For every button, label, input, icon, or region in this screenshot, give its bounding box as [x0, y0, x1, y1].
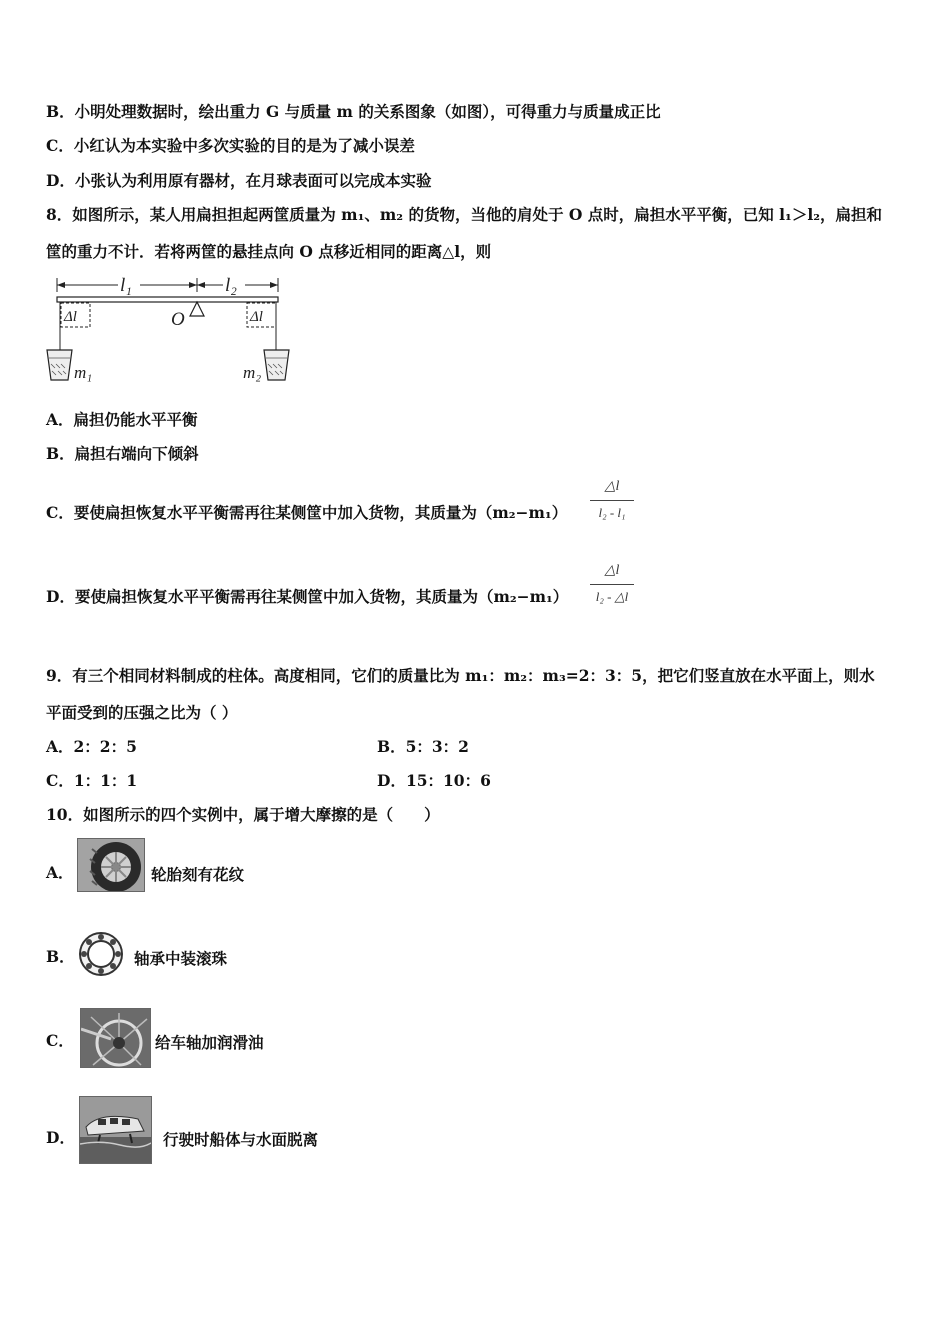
tire-image — [77, 838, 145, 892]
q10-option-c-text: 给车轴加润滑油 — [155, 1033, 264, 1052]
q7-option-d: D．小张认为利用原有器材，在月球表面可以完成本实验 — [46, 171, 432, 190]
q8-option-d: D．要使扁担恢复水平平衡需再往某侧筐中加入货物，其质量为（m₂−m₁） — [46, 587, 569, 606]
label-o: O — [171, 309, 185, 330]
q7-option-b: B．小明处理数据时，绘出重力 G 与质量 m 的关系图象（如图），可得重力与质量成正比 — [46, 102, 661, 121]
fraction-denominator: l₂ - △l — [595, 589, 629, 604]
fraction-numerator: △l — [604, 563, 620, 578]
q9-option-b: B．5：3：2 — [377, 737, 469, 756]
q9-option-a: A．2：2：5 — [46, 737, 137, 756]
q10-option-b-letter: B． — [46, 947, 75, 966]
q10-option-b-text: 轴承中装滚珠 — [134, 949, 228, 968]
q8-option-b: B．扁担右端向下倾斜 — [46, 444, 199, 463]
label-m1: m₁ — [74, 363, 93, 382]
q10-option-a-letter: A． — [46, 863, 74, 882]
q8-stem-line1: 8．如图所示，某人用扁担担起两筐质量为 m₁、m₂ 的货物，当他的肩处于 O 点时，扁担水平平衡，已知 l₁＞l₂，扁担和 — [46, 205, 883, 224]
q9-stem-line1: 9．有三个相同材料制成的柱体。高度相同，它们的质量比为 m₁：m₂：m₃=2：3：5，把它们竖直放在水平面上，则水 — [46, 666, 875, 685]
q8-stem-line2: 筐的重力不计．若将两筐的悬挂点向 O 点移近相同的距离△l，则 — [46, 242, 492, 261]
q10-option-a-text: 轮胎刻有花纹 — [151, 865, 245, 884]
label-l2: l₂ — [225, 275, 237, 296]
label-l1: l₁ — [120, 275, 132, 296]
label-m2: m₂ — [243, 363, 262, 382]
bicycle-axle-image — [80, 1008, 151, 1068]
q8-option-a: A．扁担仍能水平平衡 — [46, 410, 198, 429]
hydrofoil-boat-image — [79, 1096, 152, 1164]
q10-option-d-letter: D． — [46, 1128, 75, 1147]
q10-stem: 10．如图所示的四个实例中，属于增大摩擦的是（ ） — [46, 805, 440, 824]
q7-option-c: C．小红认为本实验中多次实验的目的是为了减小误差 — [46, 136, 415, 155]
fraction-denominator: l₂ - l₁ — [598, 505, 626, 520]
label-delta-left: Δl — [64, 309, 77, 325]
q9-stem-line2: 平面受到的压强之比为（ ） — [46, 703, 238, 722]
label-delta-right: Δl — [250, 309, 263, 325]
q9-option-d: D．15：10：6 — [377, 771, 491, 790]
bearing-image — [77, 930, 125, 978]
q10-option-d-text: 行驶时船体与水面脱离 — [163, 1130, 319, 1149]
q8-option-c: C．要使扁担恢复水平平衡需再往某侧筐中加入货物，其质量为（m₂−m₁） — [46, 503, 568, 522]
q9-option-c: C．1：1：1 — [46, 771, 138, 790]
q8-pole-diagram — [40, 270, 310, 388]
fraction-numerator: △l — [604, 479, 620, 494]
q10-option-c-letter: C． — [46, 1031, 74, 1050]
